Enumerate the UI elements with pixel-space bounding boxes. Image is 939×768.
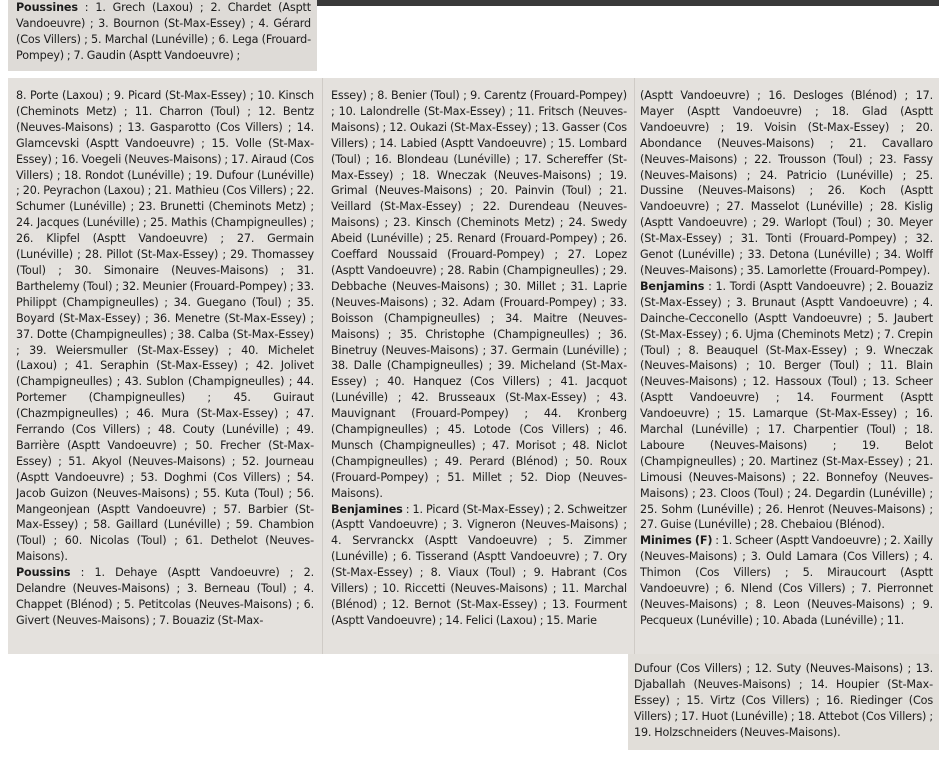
benjamines-text: : 1. Picard (St-Max-Essey) ; 2. Schweitzer (Asptt Vandoeuvre) ; 3. Vigneron (Neuves-Maisons) ; 4. Servranckx (Asptt Vandoeuvre) ; 5. Zimmer (Lunéville) ; 6. Tisserand (Asptt Vandoeuvre) ; 7. Ory (St-Max-Essey) ; 8. Viaux (Toul) ; 9. Habrant (Cos Villers) ; 10. Riccetti (Neuves-Maisons) ; 11. Marchal (Blénod) ; 12. Bernot (St-Max-Essey) ; 13. Fourment (Asptt Vandoeuvre) ; 14. Felici (Laxou) ; 15. Marie (331, 502, 627, 627)
benjamines-label: Benjamines (331, 502, 403, 516)
column-fold-line (634, 78, 635, 654)
scan-edge-strip (317, 0, 939, 6)
poussines-text: : 1. Grech (Laxou) ; 2. Chardet (Asptt Vandoeuvre) ; 3. Bournon (St-Max-Essey) ; 4. Gérard (Cos Villers) ; 5. Marchal (Lunéville) ; 6. Lega (Frouard-Pompey) ; 7. Gaudin (Asptt Vandoeuvre) ; (16, 1, 311, 62)
clipping-top (8, 0, 317, 71)
poussines-label: Poussines (16, 1, 78, 14)
poussins-results (16, 565, 314, 629)
benjamins-label: Benjamins (640, 279, 705, 293)
minimes-continued: Dufour (Cos Villers) ; 12. Suty (Neuves-Maisons) ; 13. Djaballah (Neuves-Maisons) ; 14. Houpier (St-Max-Essey) ; 15. Virtz (Cos Villers) ; 16. Riedinger (Cos Villers) ; 17. Huot (Lunéville) ; 18. Attebot (Cos Villers) ; 19. Holzschneiders (Neuves-Maisons). (634, 662, 933, 739)
poussines-results (16, 0, 311, 64)
benjamines-continued: (Asptt Vandoeuvre) ; 16. Desloges (Blénod) ; 17. Mayer (Asptt Vandoeuvre) ; 18. Glad (Asptt Vandoeuvre) ; 19. Voisin (St-Max-Essey) ; 20. Abondance (Neuves-Maisons) ; 21. Cavallaro (Neuves-Maisons) ; 22. Trousson (Toul) ; 23. Fassy (Neuves-Maisons) ; 24. Patricio (Lunéville) ; 25. Dussine (Neuves-Maisons) ; 26. Koch (Asptt Vandoeuvre) ; 27. Masselot (Lunéville) ; 28. Kislig (Asptt Vandoeuvre) ; 29. Warlopt (Toul) ; 30. Meyer (St-Max-Essey) ; 31. Tonti (Frouard-Pompey) ; 32. Genot (Lunéville) ; 33. Detona (Lunéville) ; 34. Wolff (Neuves-Maisons) ; 35. Lamorlette (Frouard-Pompey). (640, 89, 933, 277)
clipping-bottom (628, 654, 939, 750)
minimes-text: : 1. Scheer (Asptt Vandoeuvre) ; 2. Xailly (Neuves-Maisons) ; 3. Ould Lamara (Cos Villers) ; 4. Thimon (Cos Villers) ; 5. Miraucourt (Asptt Vandoeuvre) ; 6. Nlend (Cos Villers) ; 7. Pierronnet (Neuves-Maisons) ; 8. Leon (Neuves-Maisons) ; 9. Pecqueux (Lunéville) ; 10. Abada (Lunéville) ; 11. (640, 534, 933, 627)
poussins-label: Poussins (16, 566, 71, 580)
results-column-2 (331, 88, 627, 648)
minimes-label: Minimes (F) (640, 534, 713, 548)
results-column-3 (640, 88, 933, 648)
column-fold-line (322, 78, 323, 654)
results-column-1 (16, 88, 314, 648)
clipping-main (8, 78, 939, 654)
benjamins-results (640, 279, 933, 534)
poussines-continued: 8. Porte (Laxou) ; 9. Picard (St-Max-Essey) ; 10. Kinsch (Cheminots Metz) ; 11. Charron (Toul) ; 12. Bentz (Neuves-Maisons) ; 13. Gasparotto (Cos Villers) ; 14. Glamcevski (Asptt Vandoeuvre) ; 15. Volle (St-Max-Essey) ; 16. Voegeli (Neuves-Maisons) ; 17. Airaud (Cos Villers) ; 18. Rondot (Lunéville) ; 19. Dufour (Lunéville) ; 20. Peyrachon (Laxou) ; 21. Mathieu (Cos Villers) ; 22. Schumer (Lunéville) ; 23. Brunetti (Cheminots Metz) ; 24. Jacques (Lunéville) ; 25. Mathis (Champigneulles) ; 26. Klipfel (Asptt Vandoeuvre) ; 27. Germain (Lunéville) ; 28. Pillot (St-Max-Essey) ; 29. Thomassey (Toul) ; 30. Simonaire (Neuves-Maisons) ; 31. Barthelemy (Toul) ; 32. Meunier (Frouard-Pompey) ; 33. Philippt (Champigneulles) ; 34. Guegano (Toul) ; 35. Boyard (St-Max-Essey) ; 36. Menetre (St-Max-Essey) ; 37. Dotte (Champigneulles) ; 38. Calba (St-Max-Essey) ; 39. Weiersmuller (St-Max-Essey) ; 40. Michelet (Laxou) ; 41. Seraphin (St-Max-Essey) ; 42. Jolivet (Champigneulles) ; 43. Sublon (Champigneulles) ; 44. Portemer (Champigneulles) ; 45. Guiraut (Chazmpigneulles) ; 46. Mura (St-Max-Essey) ; 47. Ferrando (Cos Villers) ; 48. Couty (Lunéville) ; 49. Barrière (Asptt Vandoeuvre) ; 50. Frecher (St-Max-Essey) ; 51. Akyol (Neuves-Maisons) ; 52. Journeau (Asptt Vandoeuvre) ; 53. Doghmi (Cos Villers) ; 54. Jacob Guizon (Neuves-Maisons) ; 55. Kuta (Toul) ; 56. Mangeonjean (Asptt Vandoeuvre) ; 57. Barbier (St-Max-Essey) ; 58. Gaillard (Lunéville) ; 59. Chambion (Toul) ; 60. Nicolas (Toul) ; 61. Dethelot (Neuves-Maisons). (16, 89, 314, 564)
benjamines-results (331, 502, 627, 629)
poussins-text: : 1. Dehaye (Asptt Vandoeuvre) ; 2. Delandre (Neuves-Maisons) ; 3. Berneau (Toul) ; 4. Chappet (Blénod) ; 5. Petitcolas (Neuves-Maisons) ; 6. Givert (Neuves-Maisons) ; 7. Bouaziz (St-Max- (16, 566, 314, 627)
minimes-results (640, 533, 933, 628)
poussins-continued: Essey) ; 8. Benier (Toul) ; 9. Carentz (Frouard-Pompey) ; 10. Lalondrelle (St-Max-Essey) ; 11. Fritsch (Neuves-Maisons) ; 12. Oukazi (St-Max-Essey) ; 13. Gasser (Cos Villers) ; 14. Labied (Asptt Vandoeuvre) ; 15. Lombard (Toul) ; 16. Blondeau (Lunéville) ; 17. Schereffer (St-Max-Essey) ; 18. Wneczak (Neuves-Maisons) ; 19. Grimal (Neuves-Maisons) ; 20. Painvin (Toul) ; 21. Veillard (St-Max-Essey) ; 22. Durendeau (Neuves-Maisons) ; 23. Kinsch (Cheminots Metz) ; 24. Swedy Abeid (Lunéville) ; 25. Renard (Frouard-Pompey) ; 26. Coeffard Noussaid (Frouard-Pompey) ; 27. Lopez (Asptt Vandoeuvre) ; 28. Rabin (Champigneulles) ; 29. Debbache (Neuves-Maisons) ; 30. Millet ; 31. Laprie (Neuves-Maisons) ; 32. Adam (Frouard-Pompey) ; 33. Boisson (Champigneulles) ; 34. Maitre (Neuves-Maisons) ; 35. Christophe (Champigneulles) ; 36. Binetruy (Neuves-Maisons) ; 37. Germain (Lunéville) ; 38. Dalle (Champigneulles) ; 39. Micheland (St-Max-Essey) ; 40. Hanquez (Cos Villers) ; 41. Jacquot (Lunéville) ; 42. Brusseaux (St-Max-Essey) ; 43. Mauvignant (Frouard-Pompey) ; 44. Kronberg (Champigneulles) ; 45. Lotode (Cos Villers) ; 46. Munsch (Champigneulles) ; 47. Morisot ; 48. Niclot (Champigneulles) ; 49. Perard (Blénod) ; 50. Roux (Frouard-Pompey) ; 51. Millet ; 52. Diop (Neuves-Maisons). (331, 89, 627, 500)
benjamins-text: : 1. Tordi (Asptt Vandoeuvre) ; 2. Bouaziz (St-Max-Essey) ; 3. Brunaut (Asptt Vandoeuvre) ; 4. Dainche-Cecconello (Asptt Vandoeuvre) ; 5. Jaubert (St-Max-Essey) ; 6. Ujma (Cheminots Metz) ; 7. Crepin (Toul) ; 8. Beauquel (St-Max-Essey) ; 9. Wneczak (Neuves-Maisons) ; 10. Berger (Toul) ; 11. Blain (Neuves-Maisons) ; 12. Hassoux (Toul) ; 13. Scheer (Asptt Vandoeuvre) ; 14. Fourment (Asptt Vandoeuvre) ; 15. Lamarque (St-Max-Essey) ; 16. Marchal (Lunéville) ; 17. Charpentier (Toul) ; 18. Laboure (Neuves-Maisons) ; 19. Belot (Champigneulles) ; 20. Martinez (St-Max-Essey) ; 21. Limousi (Neuves-Maisons) ; 22. Bonnefoy (Neuves-Maisons) ; 23. Cloos (Toul) ; 24. Degardin (Lunéville) ; 25. Sohm (Lunéville) ; 26. Henrot (Neuves-Maisons) ; 27. Guise (Lunéville) ; 28. Chebaiou (Blénod). (640, 279, 933, 532)
